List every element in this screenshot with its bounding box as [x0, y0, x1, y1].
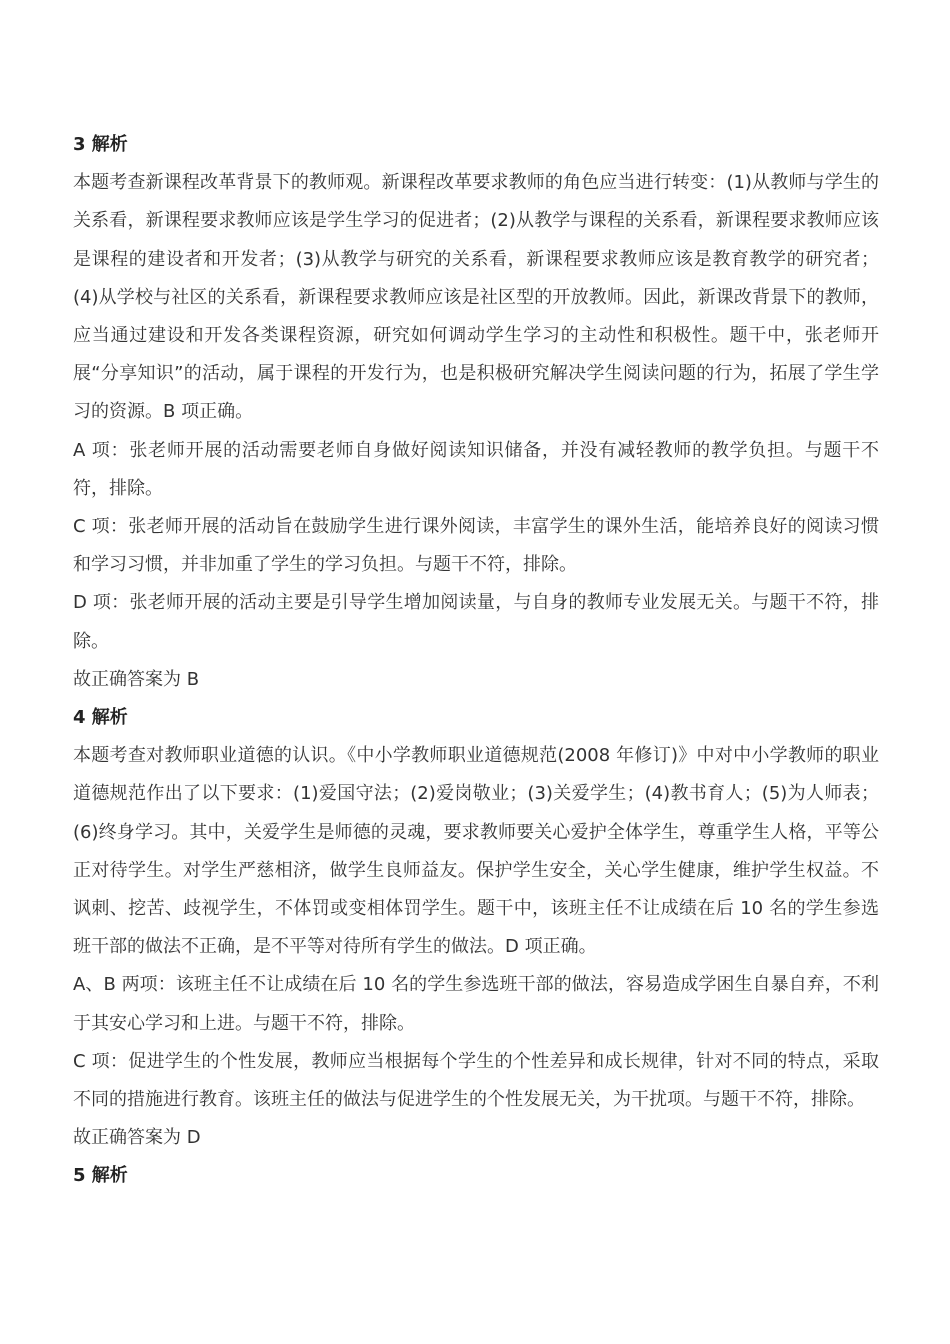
paragraph: C 项：促进学生的个性发展，教师应当根据每个学生的个性差异和成长规律，针对不同的特点，采取不同的措施进行教育。该班主任的做法与促进学生的个性发展无关，为干扰项。与题干不符，排除。 — [73, 1050, 879, 1111]
section-3 — [73, 126, 879, 699]
paragraph: A 项：张老师开展的活动需要老师自身做好阅读知识储备，并没有减轻教师的教学负担。与题干不符，排除。 — [73, 439, 879, 499]
section-heading: 5 解析 — [73, 1165, 128, 1187]
section-5 — [73, 1157, 879, 1195]
paragraph: A、B 两项：该班主任不让成绩在后 10 名的学生参选班干部的做法，容易造成学困生自暴自弃，不利于其安心学习和上进。与题干不符，排除。 — [73, 974, 879, 1034]
section-4 — [73, 699, 879, 1157]
paragraph: C 项：张老师开展的活动旨在鼓励学生进行课外阅读，丰富学生的课外生活，能培养良好的阅读习惯和学习习惯，并非加重了学生的学习负担。与题干不符，排除。 — [73, 516, 879, 576]
paragraph: D 项：张老师开展的活动主要是引导学生增加阅读量，与自身的教师专业发展无关。与题干不符，排除。 — [73, 592, 879, 652]
answer-line: 故正确答案为 D — [73, 1127, 201, 1149]
section-heading: 4 解析 — [73, 707, 128, 729]
document-body — [73, 126, 879, 1196]
section-heading: 3 解析 — [73, 134, 128, 155]
answer-line: 故正确答案为 B — [73, 668, 200, 690]
paragraph: 本题考查对教师职业道德的认识。《中小学教师职业道德规范(2008 年修订)》中对中小学教师的职业道德规范作出了以下要求：(1)爱国守法；(2)爱岗敬业；(3)关爱学生；(4)教书育人；(5)为人师表；(6)终身学习。其中，关爱学生是师德的灵魂，要求教师要关心爱护全体学生，尊重学生人格，平等公正对待学生。对学生严慈相济，做学生良师益友。保护学生安全，关心学生健康，维护学生权益。不讽刺、挖苦、歧视学生，不体罚或变相体罚学生。题干中，该班主任不让成绩在后 10 名的学生参选班干部的做法不正确，是不平等对待所有学生的做法。D 项正确。 — [73, 745, 879, 958]
paragraph: 本题考查新课程改革背景下的教师观。新课程改革要求教师的角色应当进行转变：(1)从教师与学生的关系看，新课程要求教师应该是学生学习的促进者；(2)从教学与课程的关系看，新课程要求教师应该是课程的建设者和开发者；(3)从教学与研究的关系看，新课程要求教师应该是教育教学的研究者；(4)从学校与社区的关系看，新课程要求教师应该是社区型的开放教师。因此，新课改背景下的教师，应当通过建设和开发各类课程资源，研究如何调动学生学习的主动性和积极性。题干中，张老师开展“分享知识”的活动，属于课程的开发行为，也是积极研究解决学生阅读问题的行为，拓展了学生学习的资源。B 项正确。 — [73, 172, 879, 423]
